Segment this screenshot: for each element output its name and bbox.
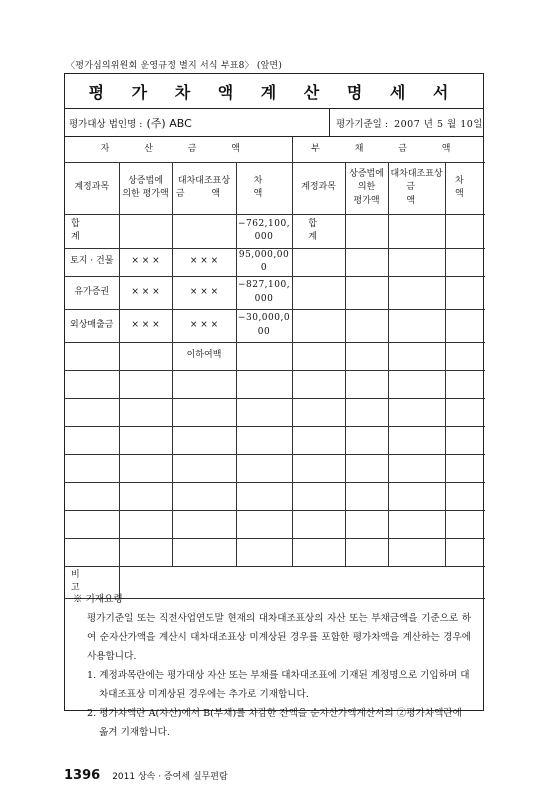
col-l-bs-amount: 대차대조표상 금 액 bbox=[388, 162, 445, 214]
col-l-inherit-value: 상증법에 의한 평가액 bbox=[345, 162, 388, 214]
liabilities-header: 부 채 금 액 bbox=[292, 137, 485, 162]
blank-below-marker: 이하여백 bbox=[172, 342, 236, 370]
instructions bbox=[65, 584, 483, 742]
company-cell bbox=[65, 109, 330, 136]
table-row: 외상매출금 × × × × × × −30,000,000 bbox=[65, 309, 485, 342]
info-row bbox=[65, 109, 483, 137]
difference-table bbox=[65, 137, 485, 599]
page-number: 1396 bbox=[64, 768, 101, 783]
table-row bbox=[65, 482, 485, 510]
table-row bbox=[65, 342, 485, 370]
date-cell bbox=[330, 109, 483, 136]
date-label: 평가기준일 : bbox=[335, 118, 389, 130]
instructions-item-1: 1. 계정과목란에는 평가대상 자산 또는 부채를 대차대조표에 기재된 계정명으로 기입하며 대차대조표상 미계상된 경우에는 추가로 기재합니다. bbox=[87, 670, 470, 700]
col-account: 계정과목 bbox=[65, 162, 119, 214]
assets-header: 자 산 금 액 bbox=[65, 137, 292, 162]
form-title: 평 가 차 액 계 산 명 세 서 bbox=[88, 82, 460, 102]
title-row bbox=[65, 74, 483, 109]
col-l-account: 계정과목 bbox=[292, 162, 345, 214]
table-row bbox=[65, 398, 485, 426]
date-value: 2007 년 5 월 10일 bbox=[394, 118, 483, 130]
instructions-paragraph: 평가기준일 또는 직전사업연도말 현재의 대차대조표상의 자산 또는 부채금액을 기준으로 하여 순자산가액을 계산시 대차대조표상 미계상된 경우를 포함한 평가차액을 계산하는 경우에 사용합니다. bbox=[87, 613, 471, 662]
form-header-caption: 〈평가심의위원회 운영규정 별지 서식 부표8〉 (앞면) bbox=[66, 61, 283, 71]
instructions-heading: ※ 기재요령 bbox=[73, 594, 123, 605]
col-inherit-value: 상증법에 의한 평가액 bbox=[119, 162, 172, 214]
table-row: 토지 · 건물 × × × × × × 95,000,000 bbox=[65, 248, 485, 276]
table-row bbox=[65, 426, 485, 454]
company-label: 평가대상 법인명 : bbox=[69, 118, 143, 130]
table-row bbox=[65, 454, 485, 482]
table-row bbox=[65, 538, 485, 566]
valuation-difference-form bbox=[64, 73, 484, 738]
table-row bbox=[65, 510, 485, 538]
remarks-label: 비 고 bbox=[65, 566, 119, 598]
table-row: 합 계 −762,100,000 합 계 bbox=[65, 214, 485, 248]
section-header-row bbox=[65, 137, 485, 162]
page-footer bbox=[64, 768, 228, 783]
table-row: 유가증권 × × × × × × −827,100,000 bbox=[65, 276, 485, 309]
col-bs-amount: 대차대조표상 금 액 bbox=[172, 162, 236, 214]
book-title: 2011 상속 · 증여세 실무편람 bbox=[112, 772, 228, 782]
col-l-difference: 차 액 bbox=[445, 162, 485, 214]
col-difference: 차 액 bbox=[236, 162, 292, 214]
instructions-item-2: 2. 평가차액란 A(자산)에서 B(부채)를 차감한 잔액을 순자산가액계산서의 ②평가차액란에 옮겨 기재합니다. bbox=[87, 708, 462, 738]
total-difference: −762,100,000 bbox=[236, 214, 292, 248]
column-header-row bbox=[65, 162, 485, 214]
company-value: (주) ABC bbox=[146, 116, 192, 130]
table-row bbox=[65, 370, 485, 398]
